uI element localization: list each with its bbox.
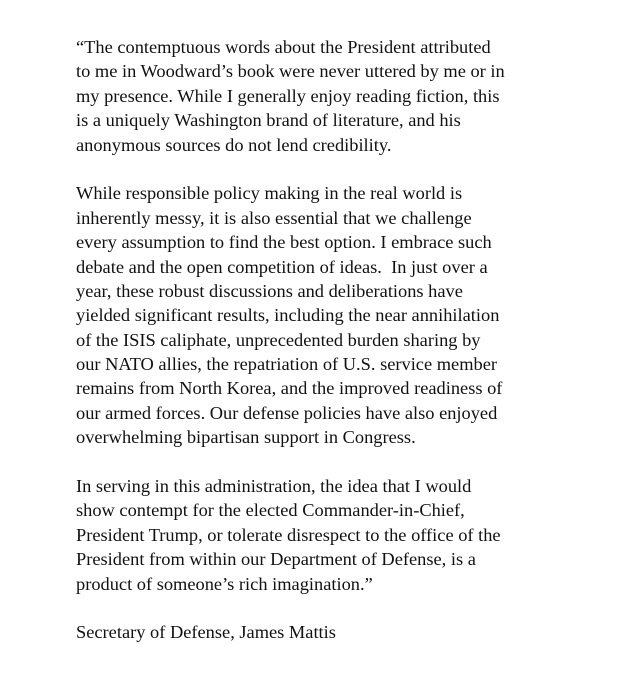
text-line: is a uniquely Washington brand of literature, and his — [76, 110, 461, 131]
paragraph-spacer — [76, 450, 626, 474]
text-line: of the ISIS caliphate, unprecedented burden sharing by — [76, 329, 481, 350]
text-line: to me in Woodward’s book were never uttered by me or in — [76, 61, 505, 82]
text-line: every assumption to find the best option. I embrace such — [76, 232, 492, 253]
signature-line: Secretary of Defense, James Mattis — [76, 622, 336, 643]
paragraph-spacer — [76, 596, 626, 620]
text-line: debate and the open competition of ideas. In just over a — [76, 256, 488, 277]
text-line: While responsible policy making in the real world is — [76, 183, 463, 204]
text-line: “The contemptuous words about the President attributed — [76, 37, 491, 57]
text-line: overwhelming bipartisan support in Congress. — [76, 427, 416, 448]
paragraph-2 — [76, 181, 626, 449]
signature-block — [76, 620, 626, 644]
text-line: President from within our Department of Defense, is a — [76, 549, 476, 570]
statement-document — [76, 35, 626, 645]
text-line: inherently messy, it is also essential that we challenge — [76, 207, 472, 228]
paragraph-spacer — [76, 157, 626, 181]
text-line: yielded significant results, including the near annihilation — [76, 305, 500, 326]
text-line: our armed forces. Our defense policies have also enjoyed — [76, 402, 498, 423]
text-line: our NATO allies, the repatriation of U.S. service member — [76, 354, 497, 375]
text-line: show contempt for the elected Commander-in-Chief, — [76, 500, 465, 521]
text-line: President Trump, or tolerate disrespect to the office of the — [76, 524, 501, 545]
text-line: In serving in this administration, the idea that I would — [76, 476, 472, 497]
text-line: anonymous sources do not lend credibility. — [76, 134, 392, 155]
text-line: remains from North Korea, and the improved readiness of — [76, 378, 503, 399]
text-line: product of someone’s rich imagination.” — [76, 573, 373, 594]
paragraph-1 — [76, 35, 626, 157]
paragraph-3 — [76, 474, 626, 596]
text-line: year, these robust discussions and deliberations have — [76, 280, 463, 301]
text-line: my presence. While I generally enjoy reading fiction, this — [76, 85, 500, 106]
